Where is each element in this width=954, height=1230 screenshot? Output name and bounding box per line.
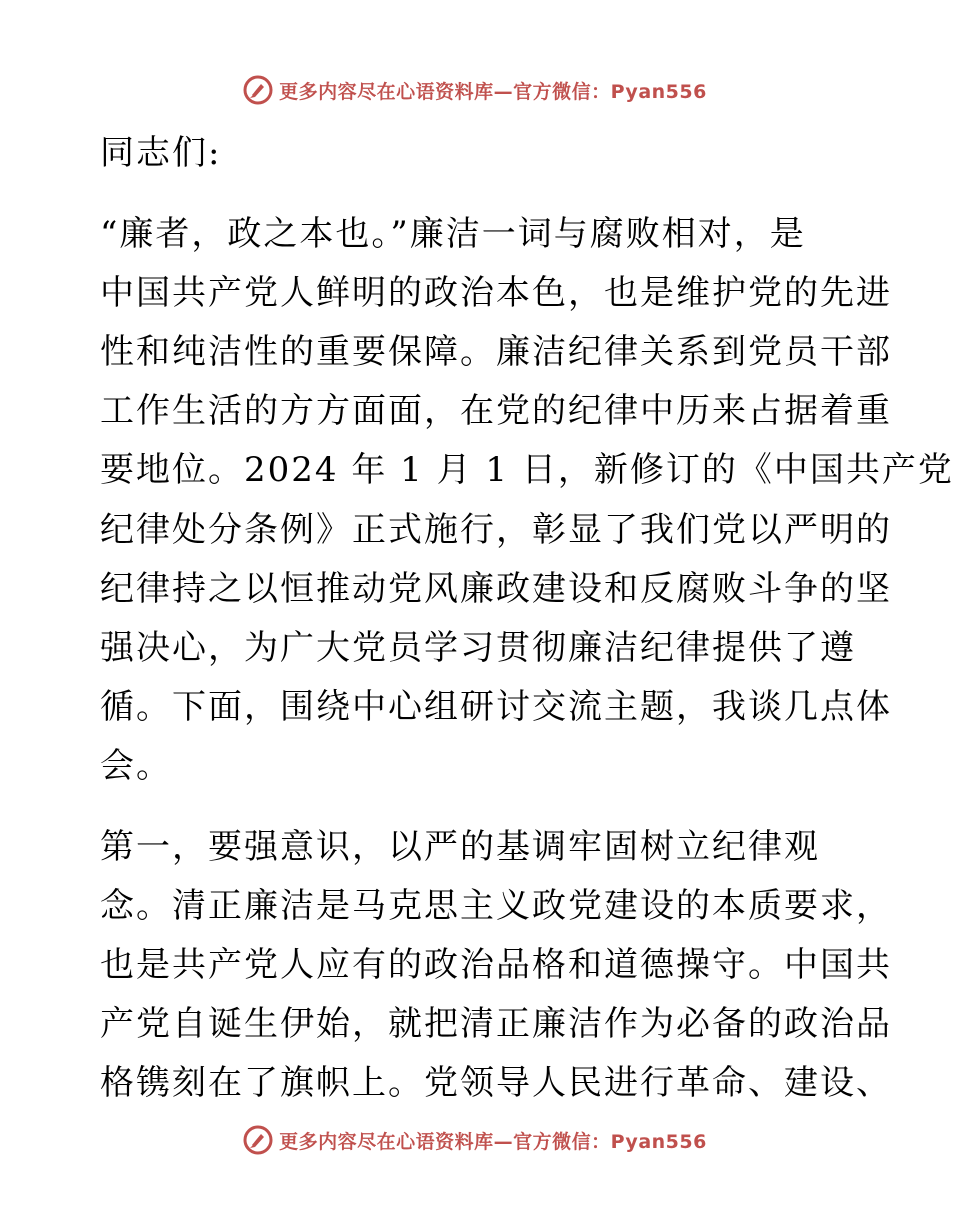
text-line: 纪律处分条例》正式施行，彰显了我们党以严明的 xyxy=(100,509,892,550)
red-seal-logo-icon xyxy=(243,75,273,105)
salutation: 同志们: xyxy=(100,133,222,173)
text-line: 会。 xyxy=(100,745,172,786)
header-banner xyxy=(0,70,950,110)
text-line: 循。下面，围绕中心组研讨交流主题，我谈几点体 xyxy=(100,686,892,727)
text-line: 性和纯洁性的重要保障。廉洁纪律关系到党员干部 xyxy=(100,332,892,373)
footer-banner-text: 更多内容尽在心语资料库—官方微信：Pyan556 xyxy=(279,1130,707,1153)
header-banner-text: 更多内容尽在心语资料库—官方微信：Pyan556 xyxy=(279,80,707,103)
text-line: 工作生活的方方面面，在党的纪律中历来占据着重 xyxy=(100,391,892,432)
text-line: 产党自诞生伊始，就把清正廉洁作为必备的政治品 xyxy=(100,1004,892,1045)
text-line: 念。清正廉洁是马克思主义政党建设的本质要求， xyxy=(100,886,892,927)
document-body xyxy=(100,124,954,1114)
text-line: 要地位。2024 年 1 月 1 日，新修订的《中国共产党 xyxy=(100,450,954,491)
text-line: 中国共产党人鲜明的政治本色，也是维护党的先进 xyxy=(100,273,892,314)
paragraph-gap xyxy=(100,796,860,818)
footer-banner xyxy=(0,1120,950,1160)
paragraph-2 xyxy=(100,818,892,1113)
paragraph-1 xyxy=(100,205,954,796)
paragraph-gap xyxy=(100,183,860,205)
text-line: 第一，要强意识，以严的基调牢固树立纪律观 xyxy=(100,827,820,868)
red-seal-logo-icon xyxy=(243,1125,273,1155)
text-line: 格镌刻在了旗帜上。党领导人民进行革命、建设、 xyxy=(100,1063,892,1104)
text-line: 纪律持之以恒推动党风廉政建设和反腐败斗争的坚 xyxy=(100,568,892,609)
text-line: “廉者，政之本也。”廉洁一词与腐败相对，是 xyxy=(100,214,806,255)
text-line: 强决心，为广大党员学习贯彻廉洁纪律提供了遵 xyxy=(100,627,856,668)
text-line: 也是共产党人应有的政治品格和道德操守。中国共 xyxy=(100,945,892,986)
